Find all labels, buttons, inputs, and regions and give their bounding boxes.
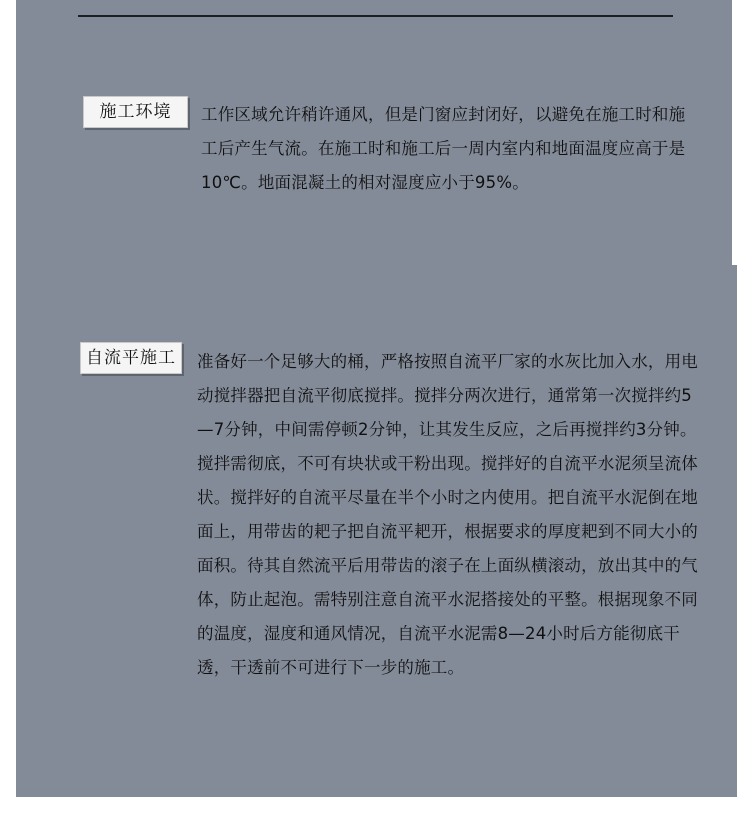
section-text-self-leveling: 准备好一个足够大的桶，严格按照自流平厂家的水灰比加入水，用电动搅拌器把自流平彻底搅拌。搅拌分两次进行，通常第一次搅拌约5—7分钟，中间需停顿2分钟，让其发生反应，之后再搅拌约3分钟。搅拌需彻底，不可有块状或干粉出现。搅拌好的自流平水泥须呈流体状。搅拌好的自流平尽量在半个小时之内使用。把自流平水泥倒在地面上，用带齿的耙子把自流平耙开，根据要求的厚度耙到不同大小的面积。待其自然流平后用带齿的滚子在上面纵横滚动，放出其中的气体，防止起泡。需特别注意自流平水泥搭接处的平整。根据现象不同的温度，湿度和通风情况，自流平水泥需8—24小时后方能彻底干透，干透前不可进行下一步的施工。 [197,352,698,677]
section-label-environment: 施工环境 [83,96,188,128]
section-text-environment: 工作区域允许稍许通风，但是门窗应封闭好，以避免在施工时和施工后产生气流。在施工时和施工后一周内室内和地面温度应高于是10℃。地面混凝土的相对湿度应小于95%。 [201,105,686,192]
section-label-self-leveling: 自流平施工 [80,342,182,374]
top-divider [78,15,673,17]
panel-edge-strip [732,0,750,265]
